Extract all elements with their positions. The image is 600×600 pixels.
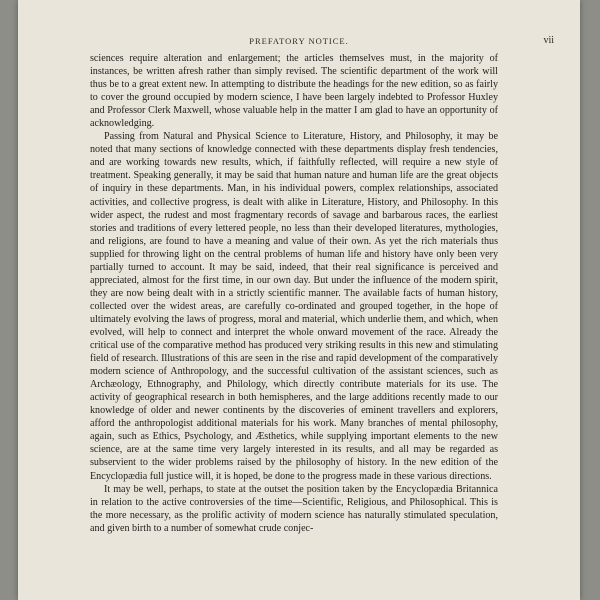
paragraph: Passing from Natural and Physical Science to Literature, History, and Philosophy, it may be noted that many sections of knowledge connected with these departments display fresh tendencies, and are working towards new results, which, if faithfully reflected, will require a new style of treatment. Speaking generally, it may be said that human nature and human life are the great objects of inquiry in these departments. Man, in his individual powers, complex relationships, associated activities, and collective progress, is dealt with alike in Literature, History, and Philosophy. In this wider aspect, the rudest and most fragmentary records of savage and barbarous races, the earliest stories and traditions of every lettered people, no less than their developed literatures, mythologies, and religions, are found to have a meaning and value of their own. As yet the rich materials thus supplied for throwing light on the central problems of human life and history have only been very partially turned to account. It may be said, indeed, that their real significance is perceived and appreciated, almost for the first time, in our own day. But under the influence of the modern spirit, they are now being dealt with in a strictly scientific manner. The available facts of human history, collected over the widest areas, are carefully co-ordinated and grouped together, in the hope of ultimately evolving the laws of progress, moral and material, which underlie them, and which, when evolved, will help to connect and interpret the whole onward movement of the race. Already the critical use of the comparative method has produced very striking results in this new and stimulating field of research. Illustrations of this are seen in the rise and rapid development of the comparatively modern science of Anthropology, and the successful cultivation of the assistant sciences, such as Archæology, Ethnography, and Philology, which directly contribute materials for its use. The activity of geographical research in both hemispheres, and the large additions recently made to our knowledge of older and newer continents by the discoveries of eminent travellers and explorers, afford the anthropologist additional materials for his work. Many branches of mental philosophy, again, such as Ethics, Psychology, and Æsthetics, while supplying important elements to the new science, are at the same time very largely interested in its results, and all may be regarded as subservient to the wider problems raised by the philosophy of history. In the new edition of the Encyclopædia full justice will, it is hoped, be done to the progress made in these various directions. (90, 131, 498, 482)
paragraph: It may be well, perhaps, to state at the outset the position taken by the Encyclopædia Britannica in relation to the active controversies of the time—Scientific, Religious, and Philosophical. This is the more necessary, as the prolific activity of modern science has naturally stimulated speculation, and given birth to a number of somewhat crude conjec- (90, 483, 498, 534)
page-body (90, 52, 498, 535)
paragraph: sciences require alteration and enlargement; the articles themselves must, in the majority of instances, be written afresh rather than simply revised. The scientific department of the work will thus be to a great extent new. In attempting to distribute the headings for the new edition, so as fairly to cover the ground occupied by modern science, I have been largely indebted to Professor Huxley and Professor Clerk Maxwell, whose valuable help in the matter I am glad to have an opportunity of acknowledging. (90, 53, 498, 130)
running-head: PREFATORY NOTICE. (249, 36, 349, 46)
page-number: vii (543, 35, 554, 46)
book-page (18, 0, 580, 600)
page-header (18, 36, 580, 50)
